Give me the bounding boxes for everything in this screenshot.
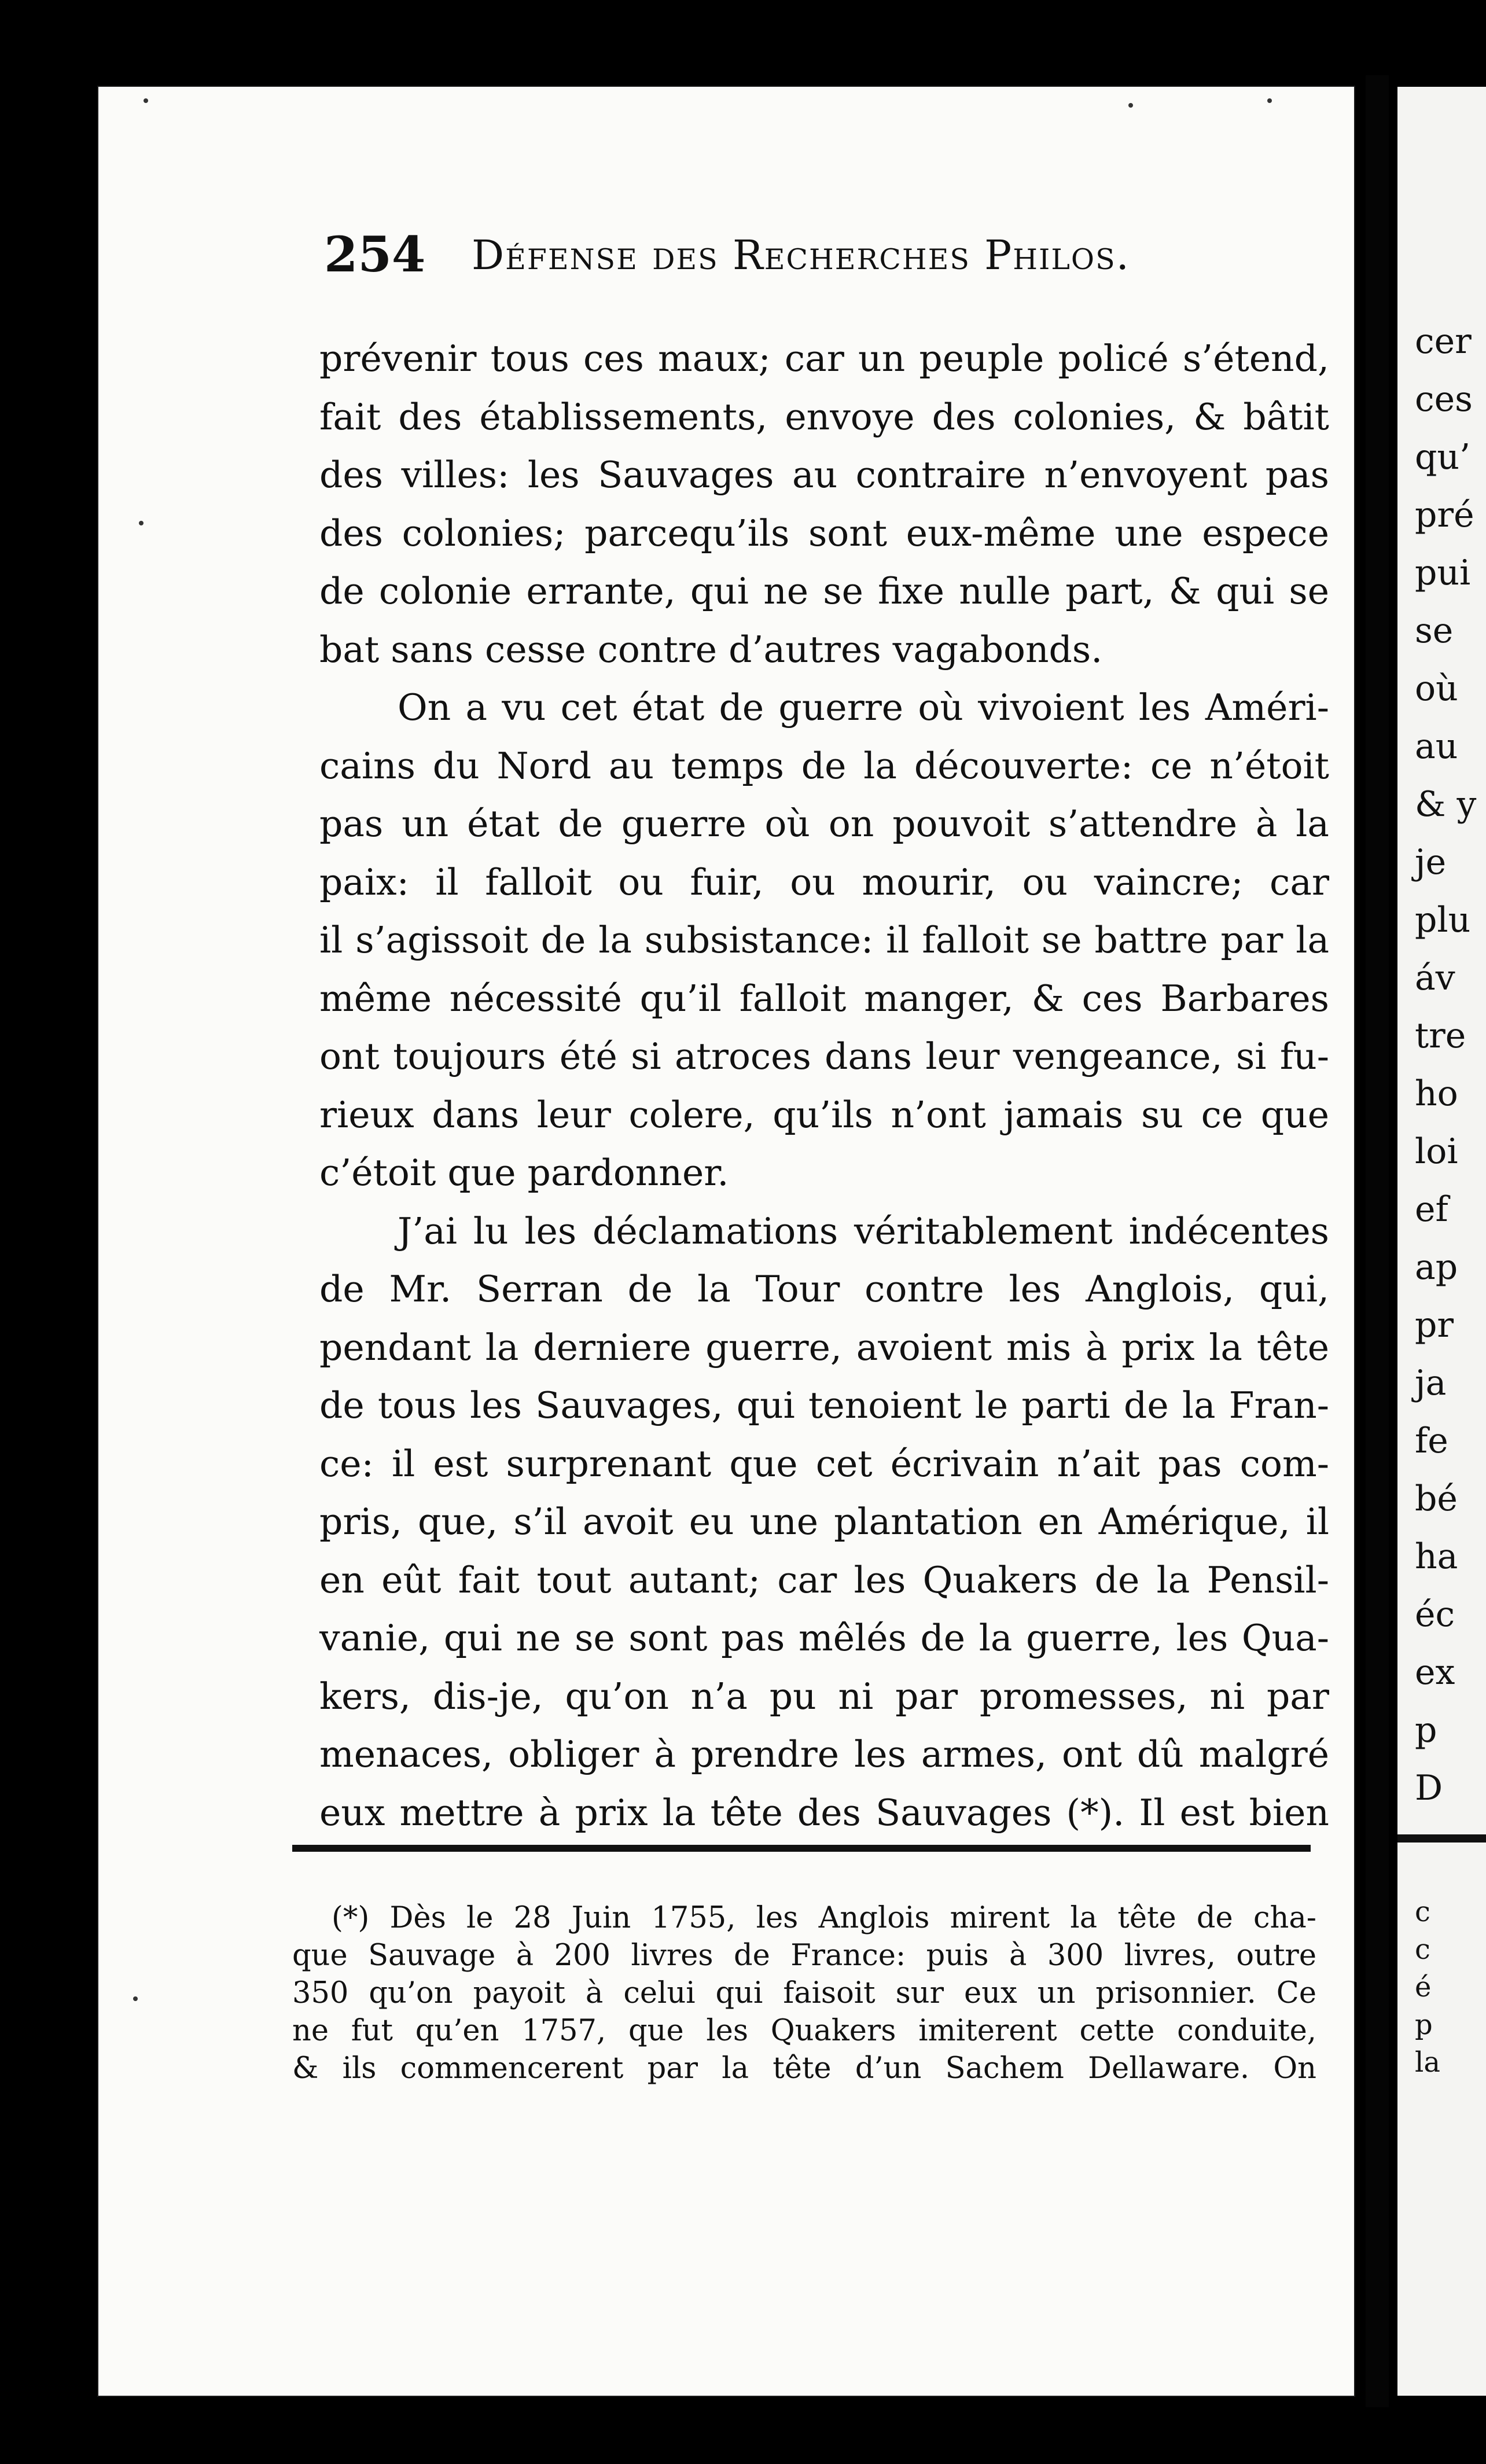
adjacent-page-fragment: ces <box>1415 379 1473 420</box>
text-line: cains du Nord au temps de la découverte: ce n’étoit <box>319 744 1329 787</box>
adjacent-page-fragment: loi <box>1415 1131 1458 1172</box>
book-spine-shadow <box>1366 75 1389 2407</box>
footnote-line: 350 qu’on payoit à celui qui faisoit sur eux un prisonnier. Ce <box>292 1976 1316 2010</box>
text-line: pas un état de guerre où on pouvoit s’attendre à la <box>319 803 1329 845</box>
text-line: menaces, obliger à prendre les armes, ont dû malgré <box>319 1733 1329 1775</box>
text-line: eux mettre à prix la tête des Sauvages (*). Il est bien <box>319 1791 1329 1834</box>
footnote-line: ne fut qu’en 1757, que les Quakers imiterent cette conduite, <box>292 2014 1316 2048</box>
footnote-line: que Sauvage à 200 livres de France: puis à 300 livres, outre <box>292 1939 1316 1973</box>
adjacent-footnote-fragment: c <box>1415 1933 1430 1966</box>
text-line: pris, que, s’il avoit eu une plantation en Amérique, il <box>319 1501 1329 1543</box>
text-line: de colonie errante, qui ne se fixe nulle part, & qui se <box>319 570 1329 612</box>
footnote <box>292 1899 1316 2087</box>
footnote-line: (*) Dès le 28 Juin 1755, les Anglois mirent la tête de cha- <box>332 1901 1316 1935</box>
adjacent-footnote-fragment: la <box>1415 2046 1440 2079</box>
dust-speck <box>144 98 148 103</box>
text-line: pendant la derniere guerre, avoient mis à prix la tête <box>319 1326 1329 1369</box>
footnote-rule <box>292 1845 1311 1852</box>
adjacent-page-fragment: qu’ <box>1415 437 1471 477</box>
text-line: des colonies; parcequ’ils sont eux-même une espece <box>319 512 1329 554</box>
adjacent-page-fragment: p <box>1415 1710 1437 1750</box>
text-line: fait des établissements, envoye des colonies, & bâtit <box>319 395 1329 438</box>
adjacent-page-fragment: pr <box>1415 1305 1454 1345</box>
adjacent-page-fragment: fe <box>1415 1421 1448 1461</box>
adjacent-page-fragment: áv <box>1415 958 1455 998</box>
text-line: kers, dis-je, qu’on n’a pu ni par promesses, ni par <box>319 1675 1329 1718</box>
adjacent-page-fragment: éc <box>1415 1594 1455 1635</box>
dust-speck <box>133 1996 138 2001</box>
adjacent-page-fragment: plu <box>1415 900 1471 940</box>
text-line: bat sans cesse contre d’autres vagabonds. <box>319 628 1103 671</box>
text-line: même nécessité qu’il falloit manger, & ces Barbares <box>319 977 1329 1020</box>
body-text <box>319 330 1329 1842</box>
text-line: ce: il est surprenant que cet écrivain n’ait pas com- <box>319 1442 1329 1485</box>
adjacent-page-fragment: au <box>1415 726 1458 767</box>
text-line: vanie, qui ne se sont pas mêlés de la guerre, les Qua- <box>319 1617 1329 1659</box>
text-line: On a vu cet état de guerre où vivoient les Améri- <box>398 686 1329 729</box>
text-line: J’ai lu les déclamations véritablement indécentes <box>398 1209 1329 1252</box>
adjacent-page-fragment: pré <box>1415 495 1474 535</box>
adjacent-page-fragment: D <box>1415 1768 1443 1808</box>
text-line: rieux dans leur colere, qu’ils n’ont jamais su ce que <box>319 1093 1329 1136</box>
text-line: de tous les Sauvages, qui tenoient le parti de la Fran- <box>319 1384 1329 1426</box>
adjacent-page-fragment: tre <box>1415 1016 1466 1056</box>
text-line: en eût fait tout autant; car les Quakers de la Pensil- <box>319 1558 1329 1601</box>
adjacent-page-fragment: ja <box>1415 1363 1447 1403</box>
adjacent-page-fragment: bé <box>1415 1479 1458 1519</box>
page-number: 254 <box>324 226 426 283</box>
adjacent-page-rule <box>1397 1834 1486 1843</box>
adjacent-page-fragment: & y <box>1415 784 1477 825</box>
footnote-line: & ils commencerent par la tête d’un Sachem Dellaware. On <box>292 2051 1316 2086</box>
adjacent-page-strip <box>1397 87 1486 2396</box>
dust-speck <box>139 521 144 525</box>
adjacent-page-fragment: ex <box>1415 1652 1455 1693</box>
adjacent-page-fragment: ha <box>1415 1536 1458 1577</box>
text-line: prévenir tous ces maux; car un peuple policé s’étend, <box>319 337 1329 380</box>
text-line: paix: il falloit ou fuir, ou mourir, ou vaincre; car <box>319 860 1329 903</box>
running-title: Défense des Recherches Philos. <box>472 231 1130 279</box>
dust-speck <box>1267 98 1272 103</box>
text-line: c’étoit que pardonner. <box>319 1152 729 1194</box>
adjacent-footnote-fragment: é <box>1415 1971 1432 2003</box>
text-line: il s’agissoit de la subsistance: il falloit se battre par la <box>319 919 1329 961</box>
adjacent-page-fragment: ho <box>1415 1073 1458 1114</box>
adjacent-page-fragment: se <box>1415 611 1454 651</box>
adjacent-page-fragment: ap <box>1415 1247 1458 1288</box>
text-line: des villes: les Sauvages au contraire n’envoyent pas <box>319 454 1329 496</box>
adjacent-footnote-fragment: c <box>1415 1896 1430 1928</box>
adjacent-page-fragment: pui <box>1415 553 1471 593</box>
adjacent-page-fragment: cer <box>1415 321 1472 362</box>
adjacent-footnote-fragment: p <box>1415 2009 1433 2041</box>
adjacent-page-fragment: je <box>1415 842 1447 882</box>
text-line: de Mr. Serran de la Tour contre les Anglois, qui, <box>319 1268 1329 1310</box>
adjacent-page-fragment: où <box>1415 668 1458 709</box>
dust-speck <box>1128 103 1133 108</box>
text-line: ont toujours été si atroces dans leur vengeance, si fu- <box>319 1035 1329 1077</box>
adjacent-page-fragment: ef <box>1415 1189 1448 1230</box>
